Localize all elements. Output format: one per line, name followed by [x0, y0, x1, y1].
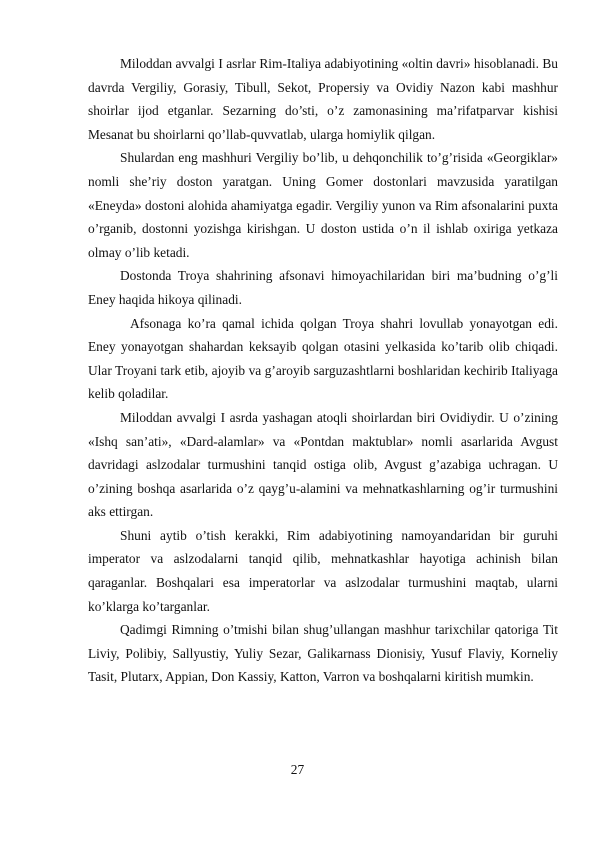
paragraph-historians: Qadimgi Rimning o’tmishi bilan shug’ullangan mashhur tarixchilar qatoriga Tit Liviy, Polibiy, Sallyustiy, Yuliy Sezar, Galikarnass Dionisiy, Yusuf Flaviy, Korneliy Tasit, Plutarx, Appian, Don Kassiy, Katton, Varron va boshqalarni kiritish mumkin.	[88, 622, 558, 685]
page-number: 27	[290, 762, 305, 777]
paragraph-vergil: Shulardan eng mashhuri Vergiliy bo’lib, u dehqonchilik to’g’risida «Georgiklar» nomli she’riy doston yaratgan. Uning Gomer dostonlari mavzusida yaratilgan «Eneyda» dostoni alohida ahamiyatga egadir. Vergiliy yunon va Rim afsonalarini puxta o’rganib, dostonni yozishga kirishgan. U doston ustida o’n il ishlab oxiriga yetkaza olmay o’lib ketadi.	[88, 150, 558, 260]
paragraph-troy-story: Dostonda Troya shahrining afsonavi himoyachilaridan biri ma’budning o’g’li Eney haqida hikoya qilinadi.	[88, 268, 558, 307]
paragraph-critics: Shuni aytib o’tish kerakki, Rim adabiyotining namoyandaridan bir guruhi imperator va aslzodalarni tanqid qilib, mehnatkashlar hayotiga achinish bilan qaraganlar. Boshqalari esa imperatorlar va aslzodalar turmushini maqtab, ularni ko’klarga ko’targanlar.	[88, 527, 558, 614]
paragraph-legend: Afsonaga ko’ra qamal ichida qolgan Troya shahri lovullab yonayotgan edi. Eney yonayotgan shahardan keksayib qolgan otasini yelkasida ko’tarib olib chiqadi. Ular Troyani tark etib, ajoyib va g’aroyib sarguzashtlarni boshlaridan kechirib Italiyaga kelib qoladilar.	[88, 315, 558, 402]
document-body	[88, 52, 558, 689]
paragraph-ovid: Miloddan avvalgi I asrda yashagan atoqli shoirlardan biri Ovidiydir. U o’zining «Ishq san’ati», «Dard-alamlar» va «Pontdan maktublar» nomli asarlarida Avgust davridagi aslzodalar turmushini tanqid ostiga olib, Avgust g’azabiga uchragan. U o’zining boshqa asarlarida o’z qayg’u-alamini va mehnatkashlarning og’ir turmushini aks ettirgan.	[88, 409, 558, 520]
paragraph-golden-age: Miloddan avvalgi I asrlar Rim-Italiya adabiyotining «oltin davri» hisoblanadi. Bu davrda Vergiliy, Gorasiy, Tibull, Sekot, Propersiy va Ovidiy Nazon kabi mashhur shoirlar ijod etganlar. Sezarning do’sti, o’z zamonasining ma’rifatparvar kishisi Mesanat bu shoirlarni qo’llab-quvvatlab, ularga homiylik qilgan.	[88, 56, 558, 142]
